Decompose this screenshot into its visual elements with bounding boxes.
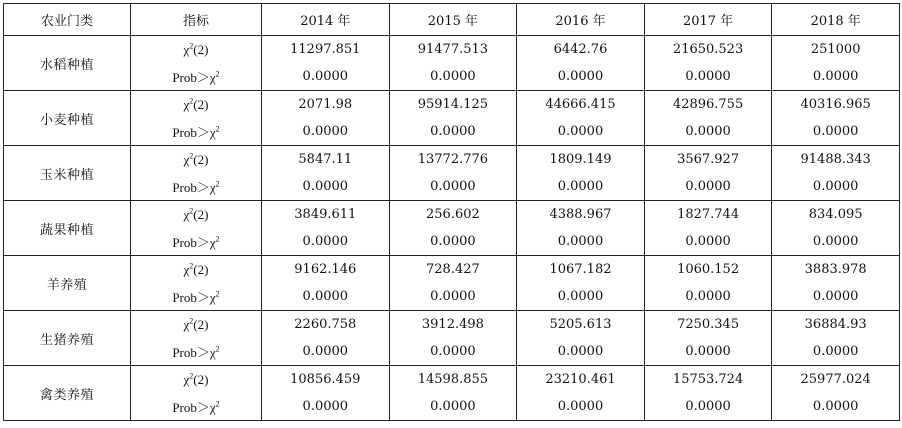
value-cell: 0.0000	[772, 283, 900, 311]
value-cell: 0.0000	[262, 393, 390, 421]
header-year: 2015 年	[389, 4, 517, 36]
value-cell: 834.095	[772, 201, 900, 229]
sector-cell: 小麦种植	[4, 91, 131, 146]
sector-cell: 生猪养殖	[4, 311, 131, 366]
header-year: 2016 年	[517, 4, 645, 36]
value-cell: 0.0000	[517, 228, 645, 256]
value-cell: 0.0000	[517, 173, 645, 201]
sector-cell: 禽类养殖	[4, 366, 131, 421]
value-cell: 44666.415	[517, 91, 645, 119]
table-body	[4, 36, 900, 421]
value-cell: 0.0000	[644, 283, 772, 311]
value-cell: 0.0000	[389, 338, 517, 366]
value-cell: 1827.744	[644, 201, 772, 229]
indicator-prob: $Prob>\chi^2$	[131, 228, 262, 256]
value-cell: 3883.978	[772, 256, 900, 284]
value-cell: 0.0000	[517, 118, 645, 146]
sector-cell: 羊养殖	[4, 256, 131, 311]
value-cell: 0.0000	[644, 393, 772, 421]
indicator-prob: $Prob>\chi^2$	[131, 393, 262, 421]
value-cell: 0.0000	[772, 118, 900, 146]
value-cell: 3912.498	[389, 311, 517, 339]
indicator-prob: $Prob>\chi^2$	[131, 283, 262, 311]
value-cell: 0.0000	[772, 393, 900, 421]
value-cell: 0.0000	[262, 173, 390, 201]
value-cell: 0.0000	[517, 393, 645, 421]
value-cell: 0.0000	[389, 173, 517, 201]
value-cell: 0.0000	[644, 173, 772, 201]
value-cell: 2260.758	[262, 311, 390, 339]
value-cell: 91477.513	[389, 36, 517, 64]
value-cell: 91488.343	[772, 146, 900, 174]
table-row	[4, 338, 900, 366]
indicator-chi: $\chi^2(2)$	[131, 91, 262, 119]
table-row	[4, 201, 900, 229]
indicator-prob: $Prob>\chi^2$	[131, 173, 262, 201]
indicator-chi: $\chi^2(2)$	[131, 201, 262, 229]
table-row	[4, 366, 900, 394]
indicator-chi: $\chi^2(2)$	[131, 36, 262, 64]
value-cell: 14598.855	[389, 366, 517, 394]
header-year: 2017 年	[644, 4, 772, 36]
header-indicator: 指标	[131, 4, 262, 36]
value-cell: 0.0000	[262, 63, 390, 91]
statistics-table	[3, 3, 900, 421]
value-cell: 6442.76	[517, 36, 645, 64]
indicator-prob: $Prob>\chi^2$	[131, 63, 262, 91]
value-cell: 36884.93	[772, 311, 900, 339]
value-cell: 7250.345	[644, 311, 772, 339]
value-cell: 0.0000	[517, 63, 645, 91]
value-cell: 42896.755	[644, 91, 772, 119]
value-cell: 10856.459	[262, 366, 390, 394]
table-row	[4, 228, 900, 256]
value-cell: 3849.611	[262, 201, 390, 229]
value-cell: 21650.523	[644, 36, 772, 64]
table-row	[4, 146, 900, 174]
header-year: 2014 年	[262, 4, 390, 36]
sector-cell: 水稻种植	[4, 36, 131, 91]
value-cell: 1809.149	[517, 146, 645, 174]
indicator-prob: $Prob>\chi^2$	[131, 118, 262, 146]
value-cell: 0.0000	[772, 63, 900, 91]
header-row	[4, 4, 900, 36]
indicator-chi: $\chi^2(2)$	[131, 311, 262, 339]
table-row	[4, 91, 900, 119]
value-cell: 15753.724	[644, 366, 772, 394]
value-cell: 0.0000	[772, 228, 900, 256]
value-cell: 0.0000	[517, 283, 645, 311]
value-cell: 0.0000	[517, 338, 645, 366]
value-cell: 0.0000	[644, 63, 772, 91]
table-row	[4, 118, 900, 146]
value-cell: 2071.98	[262, 91, 390, 119]
value-cell: 25977.024	[772, 366, 900, 394]
table-row	[4, 256, 900, 284]
table-row	[4, 173, 900, 201]
table-row	[4, 63, 900, 91]
value-cell: 0.0000	[262, 283, 390, 311]
indicator-prob: $Prob>\chi^2$	[131, 338, 262, 366]
value-cell: 0.0000	[644, 228, 772, 256]
sector-cell: 玉米种植	[4, 146, 131, 201]
value-cell: 40316.965	[772, 91, 900, 119]
value-cell: 251000	[772, 36, 900, 64]
value-cell: 0.0000	[389, 283, 517, 311]
value-cell: 0.0000	[644, 338, 772, 366]
indicator-chi: $\chi^2(2)$	[131, 256, 262, 284]
value-cell: 1067.182	[517, 256, 645, 284]
table-row	[4, 36, 900, 64]
value-cell: 0.0000	[644, 118, 772, 146]
value-cell: 0.0000	[389, 63, 517, 91]
value-cell: 4388.967	[517, 201, 645, 229]
value-cell: 11297.851	[262, 36, 390, 64]
value-cell: 0.0000	[262, 118, 390, 146]
indicator-chi: $\chi^2(2)$	[131, 366, 262, 394]
value-cell: 0.0000	[772, 338, 900, 366]
value-cell: 728.427	[389, 256, 517, 284]
table-row	[4, 283, 900, 311]
value-cell: 3567.927	[644, 146, 772, 174]
value-cell: 256.602	[389, 201, 517, 229]
header-sector: 农业门类	[4, 4, 131, 36]
table-row	[4, 311, 900, 339]
value-cell: 9162.146	[262, 256, 390, 284]
value-cell: 0.0000	[772, 173, 900, 201]
value-cell: 0.0000	[389, 228, 517, 256]
value-cell: 5847.11	[262, 146, 390, 174]
value-cell: 95914.125	[389, 91, 517, 119]
value-cell: 5205.613	[517, 311, 645, 339]
sector-cell: 蔬果种植	[4, 201, 131, 256]
value-cell: 23210.461	[517, 366, 645, 394]
indicator-chi: $\chi^2(2)$	[131, 146, 262, 174]
value-cell: 0.0000	[389, 118, 517, 146]
value-cell: 13772.776	[389, 146, 517, 174]
table-row	[4, 393, 900, 421]
value-cell: 0.0000	[389, 393, 517, 421]
header-year: 2018 年	[772, 4, 900, 36]
value-cell: 1060.152	[644, 256, 772, 284]
value-cell: 0.0000	[262, 228, 390, 256]
value-cell: 0.0000	[262, 338, 390, 366]
